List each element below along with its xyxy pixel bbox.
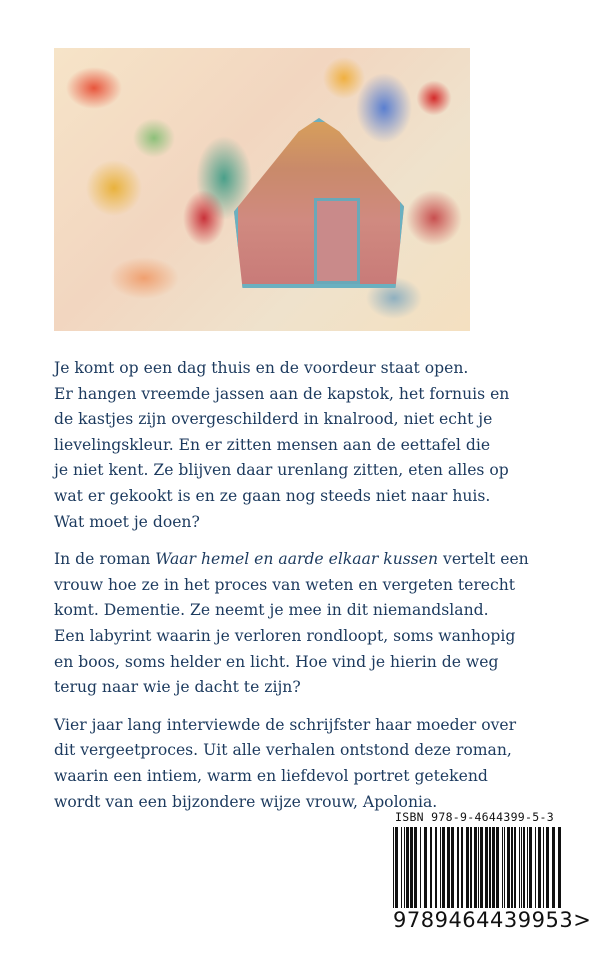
- cover-illustration: [54, 48, 470, 331]
- text-line: de kastjes zijn overgeschilderd in knalrood, niet echt je: [54, 410, 493, 429]
- barcode-digits: [393, 908, 593, 932]
- paragraph-3: [54, 713, 534, 815]
- text-line: wordt van een bijzondere wijze vrouw, Apolonia.: [54, 792, 438, 811]
- text-line: [54, 547, 534, 573]
- text-line: vrouw hoe ze in het proces van weten en vergeten terecht: [54, 575, 516, 594]
- text-line: je niet kent. Ze blijven daar urenlang zitten, eten alles op: [54, 461, 509, 480]
- text-line: wat er gekookt is en ze gaan nog steeds niet naar huis.: [54, 486, 491, 505]
- text-line: terug naar wie je dacht te zijn?: [54, 678, 301, 697]
- isbn-barcode: [393, 810, 592, 932]
- quiet-zone-marker: >: [573, 908, 592, 932]
- text-line: Vier jaar lang interviewde de schrijfster haar moeder over: [54, 715, 517, 734]
- text-line: Je komt op een dag thuis en de voordeur staat open.: [54, 359, 469, 377]
- text-line: Een labyrint waarin je verloren rondloopt, soms wanhopig: [54, 626, 516, 645]
- text-line: Wat moet je doen?: [54, 512, 200, 531]
- blurb: [54, 356, 534, 827]
- house-door: [314, 198, 360, 284]
- text-fragment: vertelt een: [438, 550, 529, 569]
- paragraph-2: [54, 547, 534, 701]
- book-title: Waar hemel en aarde elkaar kussen: [155, 550, 439, 569]
- paragraph-1: [54, 356, 534, 535]
- text-line: Er hangen vreemde jassen aan de kapstok, het fornuis en: [54, 384, 510, 403]
- text-line: waarin een intiem, warm en liefdevol portret getekend: [54, 766, 488, 785]
- text-fragment: In de roman: [54, 550, 156, 569]
- text-line: lievelingskleur. En er zitten mensen aan de eettafel die: [54, 435, 491, 454]
- isbn-label: ISBN 978-9-4644399-5-3: [395, 810, 554, 824]
- barcode-number: 9789464439953: [393, 908, 574, 932]
- text-line: en boos, soms helder en licht. Hoe vind je hierin de weg: [54, 652, 499, 671]
- text-line: dit vergeetproces. Uit alle verhalen ontstond deze roman,: [54, 741, 512, 760]
- text-line: komt. Dementie. Ze neemt je mee in dit niemandsland.: [54, 601, 489, 620]
